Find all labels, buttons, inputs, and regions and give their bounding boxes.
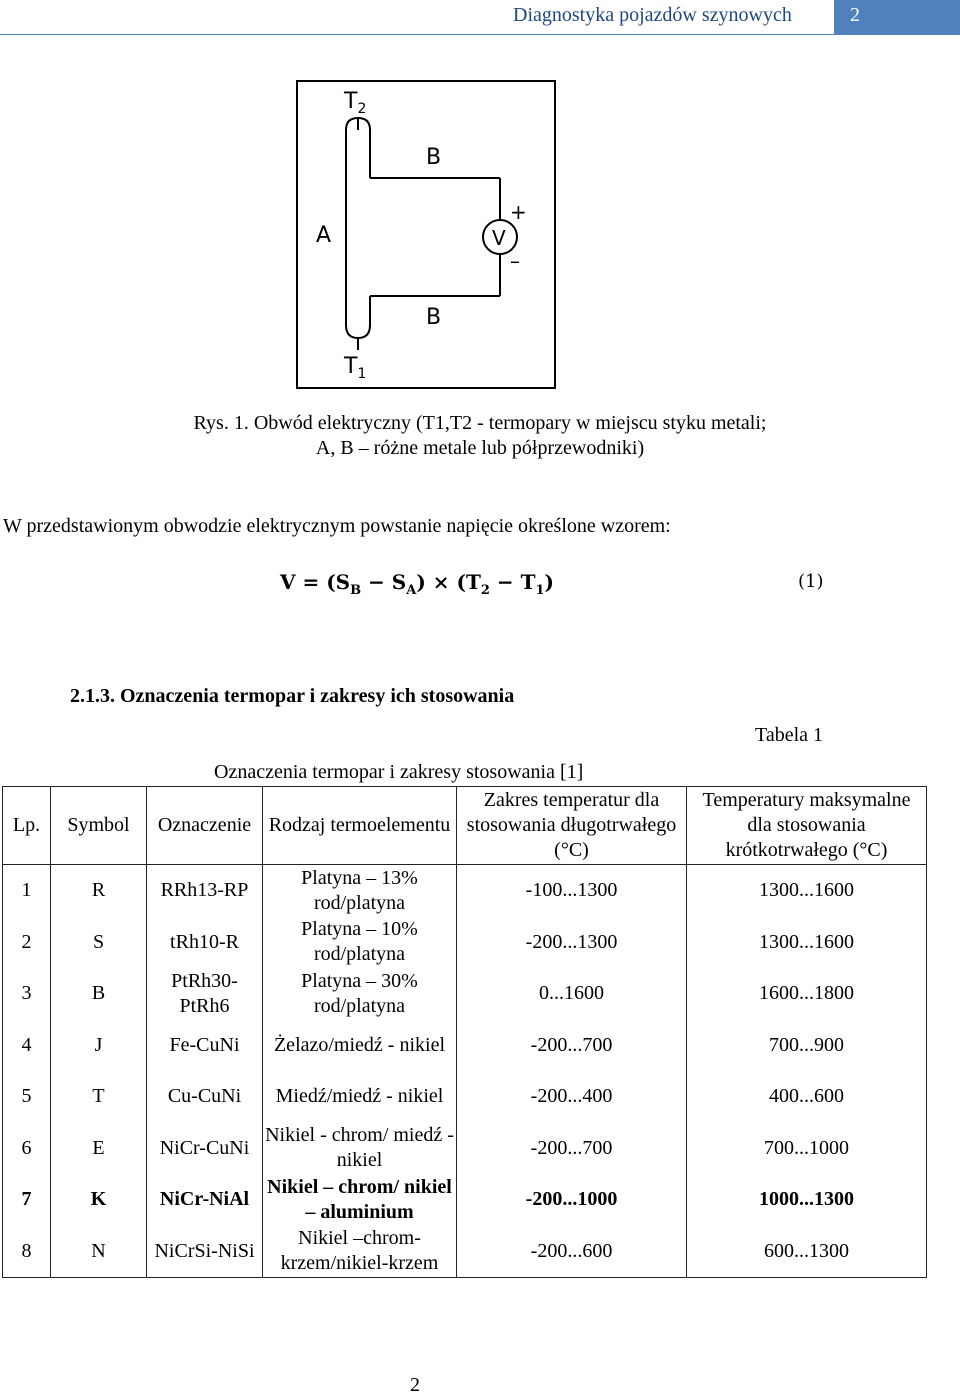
cell-symbol: K [51, 1174, 147, 1226]
cell-symbol: S [51, 917, 147, 969]
cell-rodzaj: Nikiel – chrom/ nikiel – aluminium [263, 1174, 457, 1226]
voltmeter-label: V [492, 226, 506, 250]
label-minus: – [510, 249, 520, 273]
cell-oznaczenie: PtRh30-PtRh6 [147, 968, 263, 1020]
cell-lp: 3 [3, 968, 51, 1020]
cell-oznaczenie: RRh13-RP [147, 865, 263, 917]
cell-max: 1600...1800 [687, 968, 927, 1020]
table-row [3, 968, 927, 1020]
cell-max: 1000...1300 [687, 1174, 927, 1226]
figure-caption-line2: A, B – różne metale lub półprzewodniki) [315, 437, 645, 459]
formula: $V = (S_B - S_A) \times (T_2 - T_1)$ [280, 570, 554, 598]
cell-lp: 5 [3, 1071, 51, 1123]
cell-lp: 2 [3, 917, 51, 969]
cell-symbol: T [51, 1071, 147, 1123]
header-max: Temperatury maksymalne dla stosowania krótkotrwałego (°C) [687, 787, 927, 865]
header-symbol: Symbol [51, 787, 147, 865]
header-oznaczenie: Oznaczenie [147, 787, 263, 865]
cell-zakres: -200...1000 [457, 1174, 687, 1226]
cell-rodzaj: Miedź/miedź - nikiel [263, 1071, 457, 1123]
cell-oznaczenie: NiCr-NiAl [147, 1174, 263, 1226]
header-page-badge [834, 0, 960, 34]
cell-symbol: B [51, 968, 147, 1020]
table-row [3, 917, 927, 969]
label-a: A [316, 223, 332, 248]
cell-symbol: J [51, 1020, 147, 1072]
table-header-row [3, 787, 927, 865]
cell-oznaczenie: Fe-CuNi [147, 1020, 263, 1072]
header-rule [0, 34, 960, 35]
body-paragraph: W przedstawionym obwodzie elektrycznym powstanie napięcie określone wzorem: [3, 515, 671, 537]
table-row [3, 1174, 927, 1226]
equation-number: (1) [798, 571, 824, 592]
table-row [3, 1071, 927, 1123]
thermocouple-circuit-diagram [296, 80, 556, 390]
cell-max: 400...600 [687, 1071, 927, 1123]
header-page-number: 2 [850, 4, 860, 26]
cell-lp: 4 [3, 1020, 51, 1072]
cell-lp: 7 [3, 1174, 51, 1226]
cell-oznaczenie: NiCrSi-NiSi [147, 1226, 263, 1278]
thermocouple-table [2, 786, 927, 1278]
cell-rodzaj: Platyna – 13% rod/platyna [263, 865, 457, 917]
cell-symbol: N [51, 1226, 147, 1278]
cell-zakres: 0...1600 [457, 968, 687, 1020]
cell-zakres: -200...700 [457, 1020, 687, 1072]
cell-max: 700...900 [687, 1020, 927, 1072]
header-title: Diagnostyka pojazdów szynowych [513, 4, 792, 26]
table-row [3, 865, 927, 917]
cell-lp: 1 [3, 865, 51, 917]
cell-symbol: R [51, 865, 147, 917]
cell-max: 1300...1600 [687, 865, 927, 917]
cell-rodzaj: Żelazo/miedź - nikiel [263, 1020, 457, 1072]
label-t1: $T_1$ [344, 354, 367, 382]
page-number: 2 [410, 1374, 420, 1396]
cell-max: 600...1300 [687, 1226, 927, 1278]
header-zakres: Zakres temperatur dla stosowania długotrwałego (°C) [457, 787, 687, 865]
cell-max: 700...1000 [687, 1123, 927, 1175]
cell-max: 1300...1600 [687, 917, 927, 969]
cell-rodzaj: Nikiel –chrom-krzem/nikiel-krzem [263, 1226, 457, 1278]
label-plus: + [510, 200, 527, 224]
cell-rodzaj: Nikiel - chrom/ miedź - nikiel [263, 1123, 457, 1175]
cell-rodzaj: Platyna – 30% rod/platyna [263, 968, 457, 1020]
table-label: Tabela 1 [755, 724, 824, 746]
cell-lp: 6 [3, 1123, 51, 1175]
cell-symbol: E [51, 1123, 147, 1175]
cell-zakres: -200...400 [457, 1071, 687, 1123]
cell-oznaczenie: tRh10-R [147, 917, 263, 969]
table-row [3, 1123, 927, 1175]
header-rodzaj: Rodzaj termoelementu [263, 787, 457, 865]
header-lp: Lp. [3, 787, 51, 865]
cell-oznaczenie: Cu-CuNi [147, 1071, 263, 1123]
cell-zakres: -100...1300 [457, 865, 687, 917]
cell-zakres: -200...600 [457, 1226, 687, 1278]
table-title: Oznaczenia termopar i zakresy stosowania [1] [214, 761, 584, 783]
table-row [3, 1226, 927, 1278]
cell-zakres: -200...1300 [457, 917, 687, 969]
junction-t1 [346, 325, 370, 338]
cell-zakres: -200...700 [457, 1123, 687, 1175]
label-b-top: B [426, 145, 442, 170]
label-b-bottom: B [426, 305, 442, 330]
table-row [3, 1020, 927, 1072]
label-t2: $T_2$ [344, 89, 367, 117]
cell-lp: 8 [3, 1226, 51, 1278]
cell-rodzaj: Platyna – 10% rod/platyna [263, 917, 457, 969]
section-heading: 2.1.3. Oznaczenia termopar i zakresy ich stosowania [70, 685, 515, 707]
cell-oznaczenie: NiCr-CuNi [147, 1123, 263, 1175]
figure-caption-line1: Rys. 1. Obwód elektryczny (T1,T2 - termopary w miejscu styku metali; [193, 412, 767, 434]
circuit-figure [296, 80, 556, 395]
